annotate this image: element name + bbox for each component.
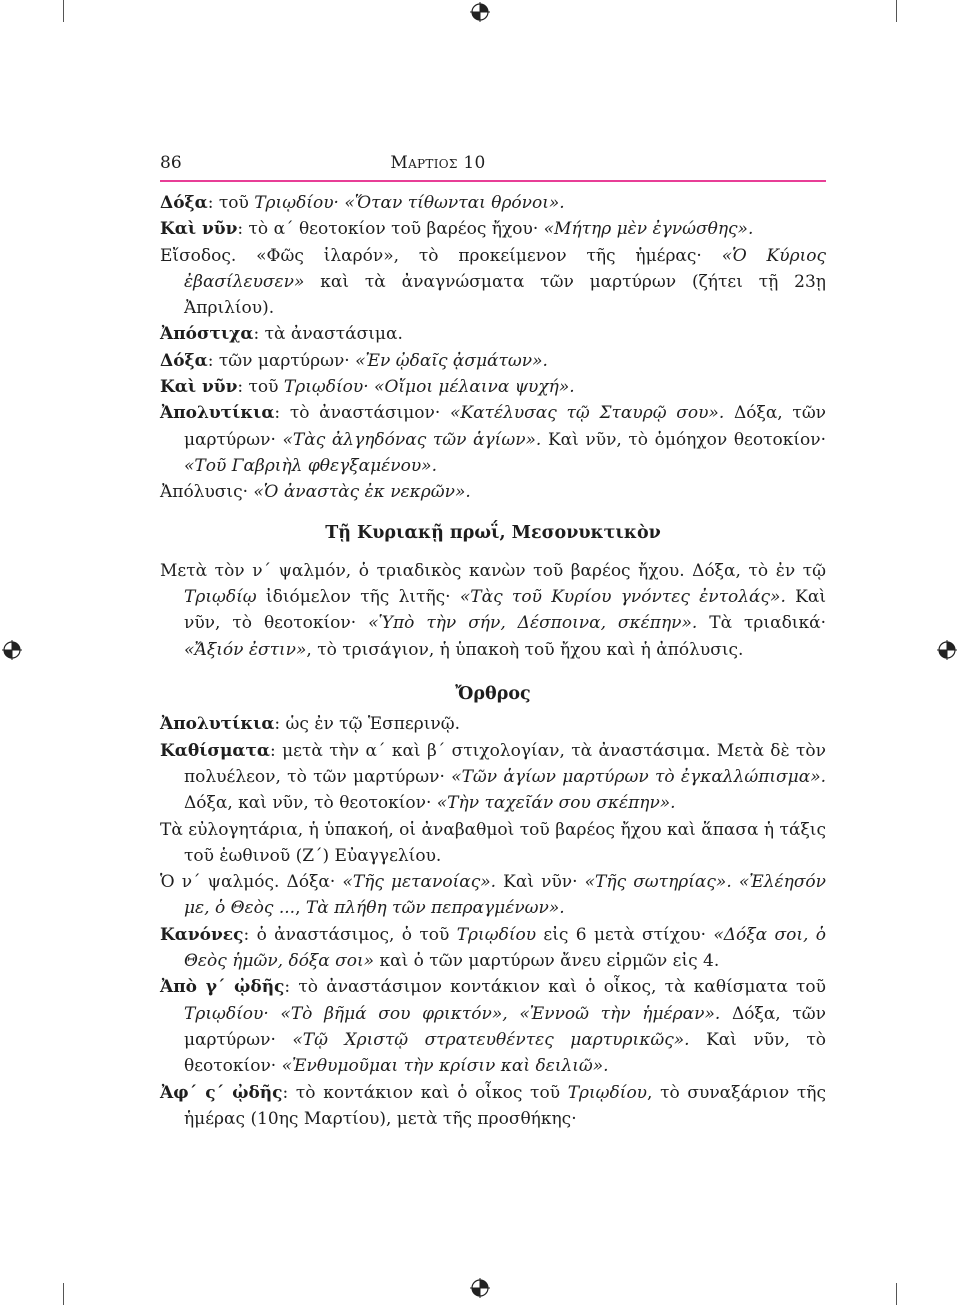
hymn-incipit: «Ὑπὸ τὴν σήν, Δέσποινα, σκέπην». (368, 613, 698, 634)
text-run: : τὸ α΄ θεοτοκίον τοῦ βαρέος ἤχου· (237, 219, 544, 240)
rubric-label: Ἀπόστιχα (160, 324, 254, 345)
rubric-label: Καὶ νῦν (160, 377, 238, 398)
crop-mark (63, 1283, 64, 1305)
paragraph (160, 558, 826, 663)
hymn-incipit: «Ἄξιόν ἐστιν» (184, 639, 307, 660)
text-run: : τοῦ (207, 193, 255, 213)
hymn-incipit: «Τῆς σωτηρίας». «Ἐλέησόν με, ὁ Θεὸς ... (184, 872, 826, 919)
text-run: Ἀπόλυσις· (160, 482, 254, 503)
rubric-label: Ἀπολυτίκια (160, 714, 275, 735)
rubric-label: Ἀπὸ γ΄ ᾠδῆς (160, 977, 285, 998)
hymn-incipit: «Ἐν ᾠδαῖς ᾀσμάτων». (355, 350, 548, 371)
paragraph (160, 817, 826, 870)
rubric-label: Δόξα (160, 350, 208, 371)
text-run: καὶ τὰ ἀναγνώσματα τῶν μαρτύρων (ζήτει τῇ 23ῃ Ἀπριλίου). (184, 271, 826, 319)
paragraph (160, 922, 826, 975)
hymn-incipit: Τριῳδίου· «Οἴμοι μέλαινα ψυχή». (283, 377, 575, 398)
text-run: Καὶ νῦν· (496, 872, 585, 893)
text-run: Δόξα, τῶν μαρτύρων· (184, 403, 827, 450)
paragraph (160, 869, 826, 922)
text-run: καὶ ὁ τῶν μαρτύρων ἄνευ εἱρμῶν εἰς 4. (374, 951, 720, 972)
section-heading-midnight-office: Τῇ Κυριακῇ πρωΐ, Μεσονυκτικὸν (325, 522, 661, 543)
paragraph (160, 400, 826, 479)
paragraph (160, 738, 826, 817)
text-run: : τὸ ἀναστάσιμον· (274, 403, 450, 424)
hymn-incipit: «Τῶν ἁγίων μαρτύρων τὸ ἐγκαλλώπισμα». (451, 766, 826, 787)
text-run: Καὶ νῦν, τὸ θεοτοκίον· (184, 1029, 827, 1077)
running-head (160, 150, 826, 182)
paragraph (160, 243, 826, 322)
paragraph (160, 374, 826, 400)
registration-mark-icon (470, 2, 490, 22)
hymn-incipit: Τριῳδίου· «Ὅταν τίθωνται θρόνοι». (254, 193, 565, 213)
hymn-incipit: «Ὁ ἀναστὰς ἐκ νεκρῶν». (253, 482, 471, 503)
book-page (160, 150, 826, 1132)
orthros-section (160, 711, 826, 1132)
text-run: Τὰ τριαδικά· (697, 613, 826, 634)
paragraph (160, 190, 826, 216)
text-run: Δόξα, καὶ νῦν, τὸ θεοτοκίον· (184, 793, 437, 814)
rubric-label: Καθίσματα (160, 740, 271, 761)
hymn-incipit: «Τὰς ἀλγηδόνας τῶν ἁγίων». (282, 429, 542, 450)
text-run: : μετὰ τὴν α΄ καὶ β΄ στιχολογίαν, τὰ ἀναστάσιμα. Μετὰ δὲ τὸν πολυέλεον, τὸ τῶν μαρτύρων· (184, 740, 826, 787)
text-run: : τὸ κοντάκιον καὶ ὁ οἶκος τοῦ (282, 1082, 568, 1103)
text-run: Τὰ εὐλογητάρια, ἡ ὑπακοή, οἱ ἀναβαθμοὶ τοῦ βαρέος ἤχου καὶ ἅπασα ἡ τάξις τοῦ ἑωθινοῦ (Ζ΄) Εὐαγγελίου. (160, 819, 826, 866)
registration-mark-icon (2, 640, 22, 660)
hymn-incipit: «Τῷ Χριστῷ στρατευθέντες μαρτυρικῶς». (292, 1029, 690, 1050)
registration-mark-icon (937, 640, 957, 660)
page-number: 86 (160, 153, 182, 173)
crop-mark (63, 0, 64, 22)
paragraph (160, 321, 826, 347)
paragraph (160, 479, 826, 505)
hymn-incipit: Τριῳδίου (456, 924, 537, 945)
paragraph (160, 711, 826, 737)
running-title: Μαρτιος 10 (390, 153, 486, 173)
text-run: : τῶν μαρτύρων· (207, 350, 356, 371)
text-run: Καὶ νῦν, τὸ ὁμόηχον θεοτοκίον· (541, 429, 827, 450)
hymn-incipit: «Τὴν ταχεῖάν σου σκέπην». (436, 793, 676, 814)
text-run: : τὸ ἀναστάσιμον κοντάκιον καὶ ὁ οἶκος, τὰ καθίσματα τοῦ (284, 977, 826, 998)
hymn-incipit: «Τῆς μετανοίας». (342, 872, 497, 893)
hymn-incipit: Τριῳδίου (567, 1082, 648, 1103)
hymn-incipit: «Τὰς τοῦ Κυρίου γνόντες ἐντολάς». (459, 587, 786, 608)
hymn-incipit: «Μήτηρ μὲν ἐγνώσθης». (543, 219, 754, 240)
hymn-incipit: Τριῳδίῳ (184, 587, 257, 608)
rubric-label: Ἀπολυτίκια (160, 403, 275, 424)
text-run: ἰδιόμελον τῆς λιτῆς· (256, 587, 460, 608)
section-heading-orthros: Ὄρθρος (455, 684, 531, 705)
text-run: Δόξα, τῶν μαρτύρων· (184, 1003, 826, 1050)
text-run: Ὁ ν΄ ψαλμός. Δόξα· (160, 872, 343, 893)
registration-mark-icon (470, 1278, 490, 1298)
hymn-incipit: «Τοῦ Γαβριὴλ φθεγξαμένου». (184, 455, 437, 476)
text-run: , τὸ συναξάριον τῆς ἡμέρας (10ης Μαρτίου), μετὰ τῆς προσθήκης· (184, 1082, 826, 1129)
hymn-incipit: «Ἐνθυμοῦμαι τὴν κρίσιν καὶ δειλιῶ». (281, 1056, 609, 1077)
text-run: : τοῦ (237, 377, 284, 398)
rubric-label: Ἀφ΄ ς΄ ᾠδῆς (160, 1082, 283, 1103)
crop-mark (896, 1283, 897, 1305)
crop-mark (896, 0, 897, 22)
paragraph (160, 974, 826, 1079)
paragraph (160, 216, 826, 242)
text-run: : ὡς ἐν τῷ Ἑσπερινῷ. (274, 714, 461, 735)
midnight-office-section (160, 558, 826, 663)
hymn-incipit: «Ὁ Κύριος ἐβασίλευσεν» (184, 245, 826, 292)
paragraph (160, 348, 826, 374)
text-run: Μετὰ τὸν ν΄ ψαλμόν, ὁ τριαδικὸς κανὼν τοῦ βαρέος ἤχου. Δόξα, τὸ ἐν τῷ (160, 560, 826, 581)
hymn-incipit: «Δόξα σοι, ὁ Θεὸς ἡμῶν, δόξα σοι» (184, 924, 826, 972)
text-run: : τὰ ἀναστάσιμα. (253, 324, 403, 345)
text-run: : ὁ ἀναστάσιμος, ὁ τοῦ (243, 924, 457, 945)
paragraph (160, 1080, 826, 1133)
rubric-label: Δόξα (160, 193, 208, 213)
rubric-label: Καὶ νῦν (160, 219, 238, 240)
rubric-label: Κανόνες (160, 924, 244, 945)
intro-section (160, 190, 826, 506)
hymn-incipit: «Κατέλυσας τῷ Σταυρῷ σου». (449, 403, 725, 424)
hymn-incipit: Τὰ πλήθη τῶν πεπραγμένων». (305, 898, 565, 919)
text-run: , τὸ τρισάγιον, ἡ ὑπακοὴ τοῦ ἤχου καὶ ἡ ἀπόλυσις. (306, 639, 744, 660)
text-run: Εἴσοδος. «Φῶς ἱλαρόν», τὸ προκείμενον τῆς ἡμέρας· (160, 245, 722, 266)
text-run: εἰς 6 μετὰ στίχου· (536, 924, 714, 945)
hymn-incipit: Τριῳδίου· «Τὸ βῆμά σου φρικτόν», «Ἐννοῶ τὴν ἡμέραν». (184, 1003, 721, 1024)
text-run: Καὶ νῦν, τὸ θεοτοκίον· (184, 587, 827, 634)
text-run: , (295, 898, 306, 919)
